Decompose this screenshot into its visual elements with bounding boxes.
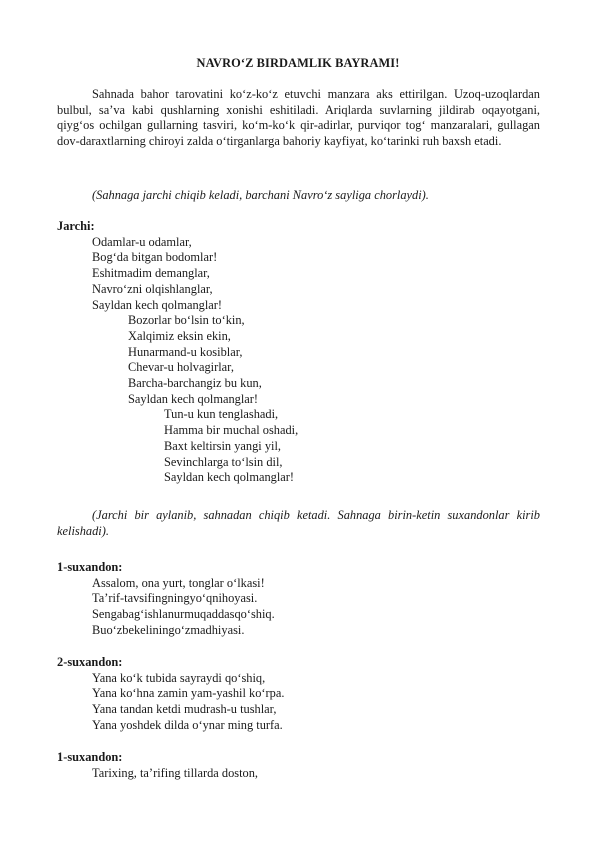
stage-direction-2: (Jarchi bir aylanib, sahnadan chiqib ketadi. Sahnaga birin-ketin suxandonlar kirib kelishadi). bbox=[57, 508, 540, 538]
verse-line: Assalom, ona yurt, tonglar o‘lkasi! bbox=[92, 575, 265, 590]
speaker-suxandon-1: 1-suxandon: bbox=[57, 560, 123, 574]
suxandon-1-section-continued bbox=[57, 750, 540, 781]
jarchi-section bbox=[57, 219, 540, 486]
verse-line: Yana tandan ketdi mudrash-u tushlar, bbox=[92, 702, 277, 717]
page-title: NAVRO‘Z BIRDAMLIK BAYRAMI! bbox=[196, 56, 400, 70]
verse-line: Sayldan kech qolmanglar! bbox=[164, 470, 295, 485]
verse-line: Barcha-barchangiz bu kun, bbox=[128, 376, 262, 391]
speaker-suxandon-1: 1-suxandon: bbox=[57, 750, 123, 764]
verse-line: Sengabag‘ishlanurmuqaddasqo‘shiq. bbox=[92, 607, 275, 622]
stage-direction-1: (Sahnaga jarchi chiqib keladi, barchani Navro‘z sayliga chorlaydi). bbox=[92, 188, 429, 202]
verse-line: Bozorlar bo‘lsin to‘kin, bbox=[128, 313, 245, 328]
verse-line: Baxt keltirsin yangi yil, bbox=[164, 438, 282, 453]
verse-line: Hunarmand-u kosiblar, bbox=[128, 344, 243, 359]
speaker-suxandon-2: 2-suxandon: bbox=[57, 655, 123, 669]
verse-line: Hamma bir muchal oshadi, bbox=[164, 423, 299, 438]
verse-line: Ta’rif-tavsifingningyo‘qnihoyasi. bbox=[92, 591, 258, 606]
verse-line: Eshitmadim demanglar, bbox=[92, 266, 210, 281]
suxandon-2-section bbox=[57, 655, 540, 734]
verse-line: Yana ko‘hna zamin yam-yashil ko‘rpa. bbox=[92, 686, 285, 701]
verse-line: Yana ko‘k tubida sayraydi qo‘shiq, bbox=[92, 670, 266, 685]
verse-line: Chevar-u holvagirlar, bbox=[128, 360, 234, 375]
verse-line: Tarixing, ta’rifing tillarda doston, bbox=[92, 765, 259, 780]
verse-line: Sayldan kech qolmanglar! bbox=[92, 297, 223, 312]
verse-line: Yana yoshdek dilda o‘ynar ming turfa. bbox=[92, 717, 283, 732]
verse-line: Tun-u kun tenglashadi, bbox=[164, 407, 279, 422]
intro-paragraph: Sahnada bahor tarovatini ko‘z-ko‘z etuvchi manzara aks ettirilgan. Uzoq-uzoqlardan bulbul, sa’va kabi qushlarning xonishi eshitiladi. Ariqlarda suvlarning jildirab oqayotgani, qiyg‘os ochilgan gullarning tasviri, ko‘m-ko‘k qir-adirlar, purviqor tog‘ manzaralari, gullagan dov-daraxtlarning chiroyi zalda o‘tirganlarga bahoriy kayfiyat, ko‘tarinki ruh baxsh etadi. bbox=[57, 87, 540, 149]
verse-line: Navro‘zni olqishlanglar, bbox=[92, 281, 213, 296]
suxandon-1-section bbox=[57, 560, 540, 639]
verse-line: Sevinchlarga to‘lsin dil, bbox=[164, 454, 283, 469]
verse-line: Xalqimiz eksin ekin, bbox=[128, 328, 231, 343]
verse-line: Sayldan kech qolmanglar! bbox=[128, 391, 259, 406]
verse-line: Odamlar-u odamlar, bbox=[92, 234, 192, 249]
verse-line: Bog‘da bitgan bodomlar! bbox=[92, 250, 218, 265]
speaker-jarchi: Jarchi: bbox=[57, 219, 95, 233]
verse-line: Buo‘zbekeliningo‘zmadhiyasi. bbox=[92, 622, 245, 637]
